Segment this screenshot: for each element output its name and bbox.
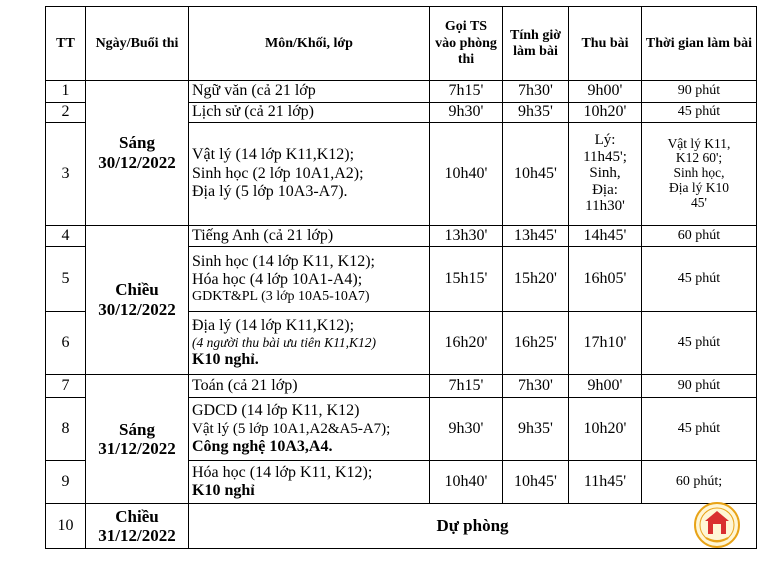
cell-tt: 4	[46, 225, 86, 246]
cell-call: 16h20'	[430, 312, 503, 375]
subject-line: Địa lý (5 lớp 10A3-A7).	[192, 182, 348, 200]
table-row	[46, 504, 757, 549]
cell-subject: Ngữ văn (cả 21 lớp	[189, 81, 430, 102]
header-tt: TT	[46, 7, 86, 81]
cell-start: 10h45'	[503, 122, 569, 225]
cell-subject: Tiếng Anh (cả 21 lớp)	[189, 225, 430, 246]
cell-start: 7h30'	[503, 375, 569, 398]
cell-subject	[189, 398, 430, 461]
cell-tt: 8	[46, 398, 86, 461]
cell-collect: 10h20'	[569, 398, 642, 461]
cell-subject	[189, 122, 430, 225]
session-cell	[86, 225, 189, 374]
collect-line: Lý:	[594, 132, 616, 149]
session-part: Sáng	[119, 419, 155, 439]
subject-line: Vật lý (14 lớp K11,K12);	[192, 146, 355, 164]
cell-call: 7h15'	[430, 375, 503, 398]
subject-line: Sinh học (14 lớp K11, K12);	[192, 252, 375, 270]
cell-duration: 45 phút	[642, 312, 757, 375]
cell-tt: 10	[46, 504, 86, 549]
cell-duration: 60 phút;	[642, 461, 757, 504]
table-row	[46, 225, 757, 246]
session-part: Chiều	[115, 280, 159, 300]
session-date: 30/12/2022	[98, 299, 176, 319]
cell-tt: 3	[46, 122, 86, 225]
collect-line: Sinh,	[589, 165, 621, 182]
cell-duration	[642, 122, 757, 225]
collect-line: 11h30'	[585, 198, 625, 215]
session-part: Sáng	[119, 133, 155, 153]
duration-line: K12 60';	[675, 150, 723, 166]
cell-call: 7h15'	[430, 81, 503, 102]
cell-subject	[189, 312, 430, 375]
cell-duration: 90 phút	[642, 375, 757, 398]
cell-call: 9h30'	[430, 398, 503, 461]
header-day: Ngày/Buổi thi	[86, 7, 189, 81]
cell-subject: Toán (cả 21 lớp)	[189, 375, 430, 398]
cell-call: 13h30'	[430, 225, 503, 246]
cell-tt: 5	[46, 246, 86, 311]
cell-start: 10h45'	[503, 461, 569, 504]
collect-line: Địa:	[592, 181, 618, 198]
duration-line: Vật lý K11,	[667, 135, 731, 151]
duration-line: 45'	[691, 195, 707, 210]
cell-call: 9h30'	[430, 102, 503, 122]
subject-note: (4 người thu bài ưu tiên K11,K12)	[192, 335, 377, 351]
cell-collect: 9h00'	[569, 81, 642, 102]
cell-tt: 1	[46, 81, 86, 102]
cell-collect: 14h45'	[569, 225, 642, 246]
cell-collect: 11h45'	[569, 461, 642, 504]
cell-tt: 2	[46, 102, 86, 122]
cell-call: 10h40'	[430, 461, 503, 504]
session-part: Chiều	[115, 506, 159, 526]
subject-line: K10 nghỉ	[192, 482, 255, 500]
cell-collect: 16h05'	[569, 246, 642, 311]
header-start: Tính giờ làm bài	[503, 7, 569, 81]
cell-duration: 45 phút	[642, 102, 757, 122]
subject-line: Sinh học (2 lớp 10A1,A2);	[192, 164, 364, 182]
cell-duration: 90 phút	[642, 81, 757, 102]
session-cell	[86, 375, 189, 504]
reserve-cell: Dự phòng	[189, 504, 757, 549]
cell-tt: 9	[46, 461, 86, 504]
cell-start: 13h45'	[503, 225, 569, 246]
cell-start: 9h35'	[503, 398, 569, 461]
exam-schedule-table	[45, 6, 757, 549]
cell-start: 9h35'	[503, 102, 569, 122]
cell-call: 10h40'	[430, 122, 503, 225]
cell-start: 15h20'	[503, 246, 569, 311]
subject-line: Địa lý (14 lớp K11,K12);	[192, 316, 355, 334]
cell-collect	[569, 122, 642, 225]
cell-collect: 17h10'	[569, 312, 642, 375]
cell-duration: 45 phút	[642, 246, 757, 311]
cell-subject: Lịch sử (cả 21 lớp)	[189, 102, 430, 122]
table-row	[46, 81, 757, 102]
subject-line: Hóa học (14 lớp K11, K12);	[192, 463, 373, 481]
header-call: Gọi TS vào phòng thi	[430, 7, 503, 81]
session-date: 31/12/2022	[98, 439, 176, 459]
subject-line: Hóa học (4 lớp 10A1-A4);	[192, 270, 363, 288]
cell-collect: 10h20'	[569, 102, 642, 122]
session-cell	[86, 81, 189, 225]
header-collect: Thu bài	[569, 7, 642, 81]
duration-line: Sinh học,	[673, 165, 725, 181]
subject-line: GDCD (14 lớp K11, K12)	[192, 402, 360, 420]
cell-start: 16h25'	[503, 312, 569, 375]
session-date: 30/12/2022	[98, 152, 176, 172]
cell-tt: 7	[46, 375, 86, 398]
cell-duration: 45 phút	[642, 398, 757, 461]
header-row	[46, 7, 757, 81]
collect-line: 11h45';	[583, 148, 627, 165]
cell-start: 7h30'	[503, 81, 569, 102]
subject-line: Vật lý (5 lớp 10A1,A2&A5-A7);	[192, 420, 391, 437]
table-row	[46, 375, 757, 398]
session-cell	[86, 504, 189, 549]
cell-collect: 9h00'	[569, 375, 642, 398]
cell-tt: 6	[46, 312, 86, 375]
school-logo-icon	[694, 502, 740, 548]
cell-subject	[189, 461, 430, 504]
subject-line: GDKT&PL (3 lớp 10A5-10A7)	[192, 289, 370, 305]
session-date: 31/12/2022	[98, 526, 176, 546]
subject-line: K10 nghỉ.	[192, 350, 259, 368]
cell-subject	[189, 246, 430, 311]
header-subject: Môn/Khối, lớp	[189, 7, 430, 81]
cell-call: 15h15'	[430, 246, 503, 311]
subject-line: Công nghệ 10A3,A4.	[192, 438, 333, 456]
header-duration: Thời gian làm bài	[642, 7, 757, 81]
cell-duration: 60 phút	[642, 225, 757, 246]
duration-line: Địa lý K10	[669, 180, 729, 196]
